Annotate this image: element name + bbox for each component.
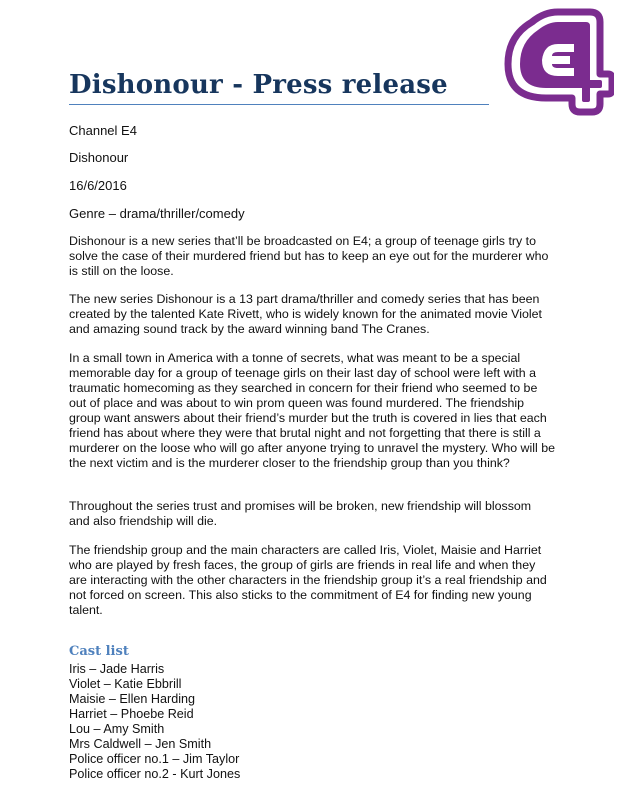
body-paragraph: The friendship group and the main characters are called Iris, Violet, Maisie and Harriet who are played by fresh faces, the group of girls are friends in real life and when they are interacting with the other characters in the friendship group it’s a real friendship and not forced on screen. This also sticks to the commitment of E4 for finding new young talent. <box>69 543 547 617</box>
body-paragraph: The new series Dishonour is a 13 part drama/thriller and comedy series that has been created by the talented Kate Rivett, who is widely known for the animated movie Violet and amazing sound track by the award winning band The Cranes. <box>69 292 542 336</box>
cast-list-item: Police officer no.2 - Kurt Jones <box>69 767 241 781</box>
cast-list-item: Mrs Caldwell – Jen Smith <box>69 737 212 751</box>
cast-list-heading: Cast list <box>69 644 129 659</box>
cast-list-item: Violet – Katie Ebbrill <box>69 677 182 691</box>
body-paragraph: Throughout the series trust and promises will be broken, new friendship will blossom and also friendship will die. <box>69 499 532 528</box>
cast-list-item: Lou – Amy Smith <box>69 722 165 736</box>
channel-line: Channel E4 <box>69 123 137 138</box>
title-divider <box>69 104 489 105</box>
cast-list-item: Harriet – Phoebe Reid <box>69 707 194 721</box>
body-paragraph: Dishonour is a new series that’ll be broadcasted on E4; a group of teenage girls try to solve the case of their murdered friend but has to keep an eye out for the murderer who is still on the loose. <box>69 234 549 278</box>
cast-list <box>69 662 240 782</box>
genre-line: Genre – drama/thriller/comedy <box>69 206 245 221</box>
e4-logo <box>496 4 614 116</box>
release-date: 16/6/2016 <box>69 178 127 193</box>
page-title: Dishonour - Press release <box>69 70 448 100</box>
cast-list-item: Iris – Jade Harris <box>69 662 165 676</box>
body-paragraph: In a small town in America with a tonne of secrets, what was meant to be a special memorable day for a group of teenage girls on their last day of school were left with a traumatic homecoming as they searched in concern for their friend who seemed to be out of place and was about to win prom queen was found murdered. The friendship group want answers about their friend’s murder but the truth is covered in lies that each friend has about where they were that brutal night and not forgetting that there is still a murderer on the loose who will go after anyone trying to unravel the mystery. Who will be the next victim and is the murderer closer to the friendship group than you think? <box>69 351 555 470</box>
show-name-line: Dishonour <box>69 150 129 165</box>
cast-list-item: Police officer no.1 – Jim Taylor <box>69 752 240 766</box>
e4-logo-graphic <box>496 4 614 116</box>
cast-list-item: Maisie – Ellen Harding <box>69 692 195 706</box>
